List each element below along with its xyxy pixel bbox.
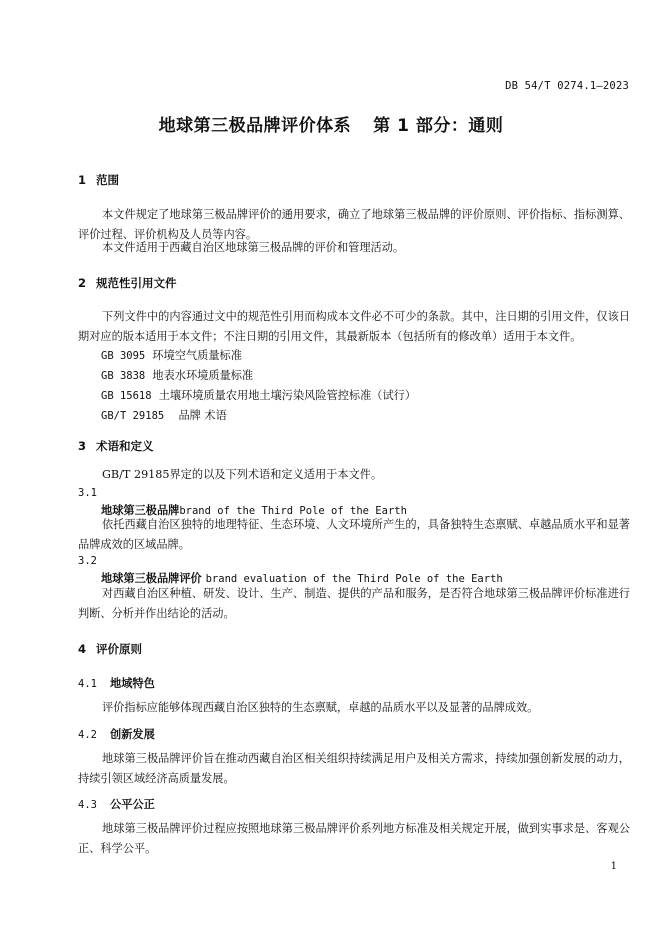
subsection-heading <box>78 675 155 691</box>
subsection-number: 4.1 <box>78 678 97 690</box>
subsection-text: 评价指标应能够体现西藏自治区独特的生态禀赋，卓越的品质水平以及显著的品牌成效。 <box>102 701 539 714</box>
term-number: 3.2 <box>78 555 97 567</box>
title-main: 地球第三极品牌评价体系 <box>158 116 352 136</box>
section-1-paragraph-2: 本文件适用于西藏自治区地球第三极品牌的评价和管理活动。 <box>102 241 405 254</box>
document-code: DB 54/T 0274.1—2023 <box>505 80 629 92</box>
reference-code: GB 15618 <box>101 390 152 402</box>
subsection-text: 地球第三极品牌评价旨在推动西藏自治区相关组织持续满足用户及相关方需求，持续加强创新发展的动力，持续引领区域经济高质量发展。 <box>78 752 630 785</box>
term-number: 3.1 <box>78 487 97 499</box>
section-number: 2 <box>78 276 87 290</box>
section-number: 4 <box>78 642 87 656</box>
reference-item <box>101 387 416 403</box>
section-1-paragraph-1: 本文件规定了地球第三极品牌评价的通用要求，确立了地球第三极品牌的评价原则、评价指标、指标测算、评价过程、评价机构及人员等内容。 <box>78 208 630 241</box>
reference-code: GB 3095 <box>101 350 146 362</box>
section-3-intro: GB/T 29185界定的以及下列术语和定义适用于本文件。 <box>102 468 383 481</box>
subsection-number: 4.3 <box>78 799 97 811</box>
section-3-heading <box>78 438 154 454</box>
section-4-heading <box>78 641 142 657</box>
term-definition: 对西藏自治区种植、研发、设计、生产、制造、提供的产品和服务，是否符合地球第三极品牌评价标准进行判断、分析并作出结论的活动。 <box>78 587 630 620</box>
reference-item <box>101 347 242 363</box>
subsection-title: 公平公正 <box>110 798 155 811</box>
subsection-heading <box>78 726 155 742</box>
document-title <box>0 111 662 136</box>
section-1-heading <box>78 172 119 188</box>
term-title-zh: 地球第三极品牌 <box>101 503 180 517</box>
subsection-text: 地球第三极品牌评价过程应按照地球第三极品牌评价系列地方标准及相关规定开展，做到实事求是、客观公正、科学公平。 <box>78 822 630 855</box>
page-number: 1 <box>610 861 617 872</box>
section-number: 1 <box>78 173 87 187</box>
section-title: 评价原则 <box>96 642 142 656</box>
reference-name: 环境空气质量标准 <box>152 349 242 362</box>
section-title: 规范性引用文件 <box>96 276 177 290</box>
subsection-number: 4.2 <box>78 729 97 741</box>
reference-name: 地表水环境质量标准 <box>152 369 254 382</box>
subsection-title: 地域特色 <box>110 677 155 690</box>
section-title: 范围 <box>96 173 119 187</box>
section-2-heading <box>78 275 177 291</box>
term-title-zh: 地球第三极品牌评价 <box>101 571 202 585</box>
term-definition: 依托西藏自治区独特的地理特征、生态环境、人文环境所产生的，具备独特生态禀赋、卓越品质水平和显著品牌成效的区域品牌。 <box>78 518 630 551</box>
term-title-en: brand evaluation of the Third Pole of the Earth <box>205 573 503 585</box>
section-2-paragraph-1: 下列文件中的内容通过文中的规范性引用而构成本文件必不可少的条款。其中，注日期的引用文件，仅该日期对应的版本适用于本文件；不注日期的引用文件，其最新版本（包括所有的修改单）适用于本文件。 <box>78 310 630 343</box>
reference-item <box>101 367 253 383</box>
reference-code: GB 3838 <box>101 370 146 382</box>
title-part: 第 1 部分：通则 <box>373 116 504 136</box>
subsection-heading <box>78 796 155 812</box>
reference-name: 土壤环境质量农用地土壤污染风险管控标准（试行） <box>158 389 417 402</box>
section-title: 术语和定义 <box>96 439 154 453</box>
reference-item <box>101 407 227 423</box>
subsection-title: 创新发展 <box>110 728 155 741</box>
reference-name: 品牌 术语 <box>178 409 227 422</box>
section-number: 3 <box>78 439 87 453</box>
term-title-en: brand of the Third Pole of the Earth <box>179 505 407 517</box>
reference-code: GB/T 29185 <box>101 410 165 422</box>
